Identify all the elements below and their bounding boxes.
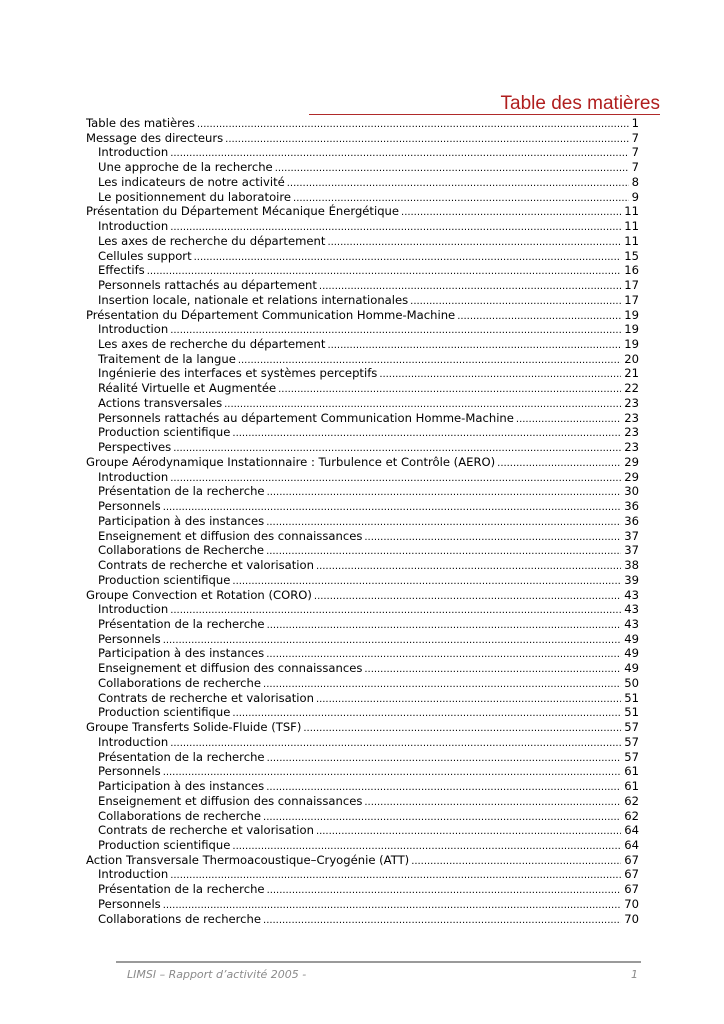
toc-entry-page-number: 57 [624, 734, 639, 749]
toc-entry-title: Enseignement et diffusion des connaissances [98, 793, 363, 808]
toc-entry-page-number: 43 [624, 602, 639, 617]
toc-entry[interactable] [86, 175, 639, 190]
toc-dot-leader [411, 855, 621, 868]
toc-entry-page-number: 49 [624, 646, 639, 661]
toc-entry-title: Introduction [98, 602, 169, 617]
toc-entry-title: Production scientifique [98, 572, 231, 587]
toc-entry[interactable] [86, 779, 639, 794]
toc-dot-leader [163, 634, 622, 647]
toc-entry-title: Réalité Virtuelle et Augmentée [98, 381, 277, 396]
toc-entry-page-number: 20 [624, 351, 639, 366]
toc-dot-leader [170, 737, 621, 750]
toc-entry[interactable] [86, 234, 639, 249]
toc-entry-page-number: 11 [624, 233, 639, 248]
toc-entry-title: Présentation de la recherche [98, 749, 265, 764]
toc-entry-page-number: 23 [624, 410, 639, 425]
toc-entry-title: Les indicateurs de notre activité [98, 174, 285, 189]
toc-dot-leader [173, 442, 621, 455]
toc-dot-leader [266, 516, 621, 529]
toc-entry[interactable] [86, 278, 639, 293]
toc-entry[interactable] [86, 897, 639, 912]
toc-entry[interactable] [86, 646, 639, 661]
footer-page-number: 1 [631, 968, 638, 981]
toc-entry-title: Personnels rattachés au département Communication Homme-Machine [98, 410, 514, 425]
toc-dot-leader [197, 118, 629, 131]
toc-entry-page-number: 61 [624, 779, 639, 794]
toc-entry-title: Introduction [98, 734, 169, 749]
toc-entry[interactable] [86, 145, 639, 160]
toc-entry[interactable] [86, 425, 639, 440]
toc-entry[interactable] [86, 676, 639, 691]
toc-entry-title: Actions transversales [98, 395, 223, 410]
toc-entry[interactable] [86, 322, 639, 337]
toc-dot-leader [163, 899, 622, 912]
toc-entry[interactable] [86, 632, 639, 647]
toc-dot-leader [266, 545, 621, 558]
toc-entry-page-number: 64 [624, 837, 639, 852]
toc-entry-page-number: 11 [624, 219, 639, 234]
toc-entry-page-number: 64 [624, 823, 639, 838]
toc-dot-leader [267, 752, 622, 765]
toc-entry-title: Contrats de recherche et valorisation [98, 823, 314, 838]
toc-entry[interactable] [86, 558, 639, 573]
toc-entry-page-number: 7 [631, 160, 639, 175]
toc-entry-page-number: 50 [624, 675, 639, 690]
toc-entry[interactable] [86, 455, 639, 470]
toc-entry-title: Les axes de recherche du département [98, 337, 326, 352]
toc-dot-leader [278, 383, 621, 396]
toc-entry-page-number: 9 [631, 189, 639, 204]
toc-entry-page-number: 51 [624, 705, 639, 720]
toc-entry-title: Action Transversale Thermoacoustique–Cryogénie (ATT) [86, 852, 410, 867]
toc-entry[interactable] [86, 514, 639, 529]
toc-entry-page-number: 7 [631, 145, 639, 160]
toc-dot-leader [457, 310, 621, 323]
toc-dot-leader [194, 251, 622, 264]
toc-entry[interactable] [86, 617, 639, 632]
toc-dot-leader [516, 413, 621, 426]
toc-dot-leader [263, 914, 621, 927]
toc-entry[interactable] [86, 735, 639, 750]
toc-entry-title: Contrats de recherche et valorisation [98, 690, 314, 705]
page-title: Table des matières [500, 93, 660, 114]
toc-entry-page-number: 49 [624, 661, 639, 676]
toc-entry-title: Traitement de la langue [98, 351, 236, 366]
toc-dot-leader [238, 354, 621, 367]
toc-entry-title: Message des directeurs [86, 130, 224, 145]
toc-entry-page-number: 17 [624, 292, 639, 307]
toc-dot-leader [319, 280, 621, 293]
toc-dot-leader [232, 427, 621, 440]
toc-dot-leader [410, 295, 621, 308]
toc-entry-page-number: 36 [624, 499, 639, 514]
toc-entry[interactable] [86, 661, 639, 676]
toc-entry[interactable] [86, 823, 639, 838]
toc-entry[interactable] [86, 705, 639, 720]
toc-entry-page-number: 67 [624, 852, 639, 867]
toc-entry-page-number: 30 [624, 484, 639, 499]
toc-entry-title: Personnels [98, 764, 161, 779]
toc-entry-title: Enseignement et diffusion des connaissances [98, 661, 363, 676]
toc-entry-page-number: 43 [624, 616, 639, 631]
toc-entry[interactable] [86, 263, 639, 278]
toc-entry[interactable] [86, 499, 639, 514]
toc-entry-page-number: 15 [624, 248, 639, 263]
footer-divider [116, 961, 641, 963]
toc-dot-leader [267, 486, 622, 499]
toc-entry-title: Personnels [98, 896, 161, 911]
toc-entry-page-number: 57 [624, 749, 639, 764]
toc-entry-title: Table des matières [86, 116, 195, 130]
toc-entry-page-number: 67 [624, 882, 639, 897]
toc-dot-leader [293, 192, 629, 205]
toc-entry-page-number: 11 [624, 204, 639, 219]
toc-dot-leader [266, 648, 621, 661]
toc-entry-page-number: 37 [624, 543, 639, 558]
toc-entry[interactable] [86, 204, 639, 219]
toc-entry-title: Groupe Convection et Rotation (CORO) [86, 587, 312, 602]
toc-dot-leader [170, 604, 621, 617]
toc-entry-title: Effectifs [98, 263, 145, 278]
toc-dot-leader [263, 678, 621, 691]
toc-entry-title: Production scientifique [98, 837, 231, 852]
toc-dot-leader [379, 368, 621, 381]
toc-entry[interactable] [86, 190, 639, 205]
toc-dot-leader [303, 722, 621, 735]
toc-entry-title: Une approche de la recherche [98, 160, 273, 175]
toc-entry-title: Groupe Aérodynamique Instationnaire : Turbulence et Contrôle (AERO) [86, 454, 496, 469]
toc-entry-title: Introduction [98, 867, 169, 882]
toc-entry-page-number: 36 [624, 513, 639, 528]
toc-entry-title: Cellules support [98, 248, 192, 263]
toc-entry[interactable] [86, 867, 639, 882]
toc-entry[interactable] [86, 720, 639, 735]
toc-entry-title: Participation à des instances [98, 513, 265, 528]
toc-entry[interactable] [86, 882, 639, 897]
toc-entry-title: Personnels [98, 499, 161, 514]
title-underline [309, 114, 660, 115]
toc-entry-page-number: 1 [631, 116, 639, 130]
toc-entry-page-number: 8 [631, 174, 639, 189]
toc-entry-title: Collaborations de recherche [98, 808, 262, 823]
toc-entry-page-number: 37 [624, 528, 639, 543]
toc-entry[interactable] [86, 838, 639, 853]
table-of-contents [86, 116, 639, 926]
toc-dot-leader [232, 575, 621, 588]
toc-dot-leader [232, 840, 621, 853]
toc-entry[interactable] [86, 381, 639, 396]
toc-dot-leader [170, 147, 628, 160]
toc-dot-leader [170, 221, 621, 234]
toc-dot-leader [225, 133, 628, 146]
toc-entry-title: Collaborations de Recherche [98, 543, 265, 558]
toc-entry[interactable] [86, 750, 639, 765]
toc-entry[interactable] [86, 764, 639, 779]
toc-dot-leader [267, 884, 622, 897]
toc-entry-page-number: 23 [624, 425, 639, 440]
toc-dot-leader [163, 501, 622, 514]
toc-entry-title: Introduction [98, 145, 169, 160]
footer-report-label: LIMSI – Rapport d’activité 2005 - [127, 968, 307, 981]
toc-dot-leader [275, 162, 629, 175]
toc-entry[interactable] [86, 160, 639, 175]
toc-entry[interactable] [86, 352, 639, 367]
toc-entry-title: Les axes de recherche du département [98, 233, 326, 248]
toc-entry-title: Introduction [98, 219, 169, 234]
toc-entry-title: Participation à des instances [98, 646, 265, 661]
toc-dot-leader [232, 707, 621, 720]
toc-entry-page-number: 70 [624, 911, 639, 926]
toc-entry[interactable] [86, 219, 639, 234]
toc-entry[interactable] [86, 691, 639, 706]
toc-entry-title: Présentation de la recherche [98, 616, 265, 631]
toc-entry[interactable] [86, 470, 639, 485]
toc-entry-page-number: 70 [624, 896, 639, 911]
toc-entry[interactable] [86, 809, 639, 824]
toc-entry[interactable] [86, 529, 639, 544]
toc-entry-page-number: 61 [624, 764, 639, 779]
toc-entry-title: Production scientifique [98, 425, 231, 440]
toc-entry-page-number: 62 [624, 793, 639, 808]
toc-entry-title: Insertion locale, nationale et relations internationales [98, 292, 409, 307]
toc-dot-leader [263, 811, 621, 824]
toc-entry-title: Le positionnement du laboratoire [98, 189, 292, 204]
toc-entry-title: Introduction [98, 322, 169, 337]
toc-entry[interactable] [86, 543, 639, 558]
toc-dot-leader [170, 869, 621, 882]
toc-dot-leader [163, 766, 622, 779]
toc-entry[interactable] [86, 588, 639, 603]
toc-entry-page-number: 57 [624, 720, 639, 735]
toc-dot-leader [170, 472, 621, 485]
toc-entry-page-number: 19 [624, 322, 639, 337]
toc-dot-leader [327, 339, 621, 352]
toc-entry-title: Enseignement et diffusion des connaissances [98, 528, 363, 543]
toc-entry-title: Personnels [98, 631, 161, 646]
toc-entry-page-number: 23 [624, 440, 639, 455]
toc-entry[interactable] [86, 293, 639, 308]
toc-entry-title: Introduction [98, 469, 169, 484]
toc-entry-title: Collaborations de recherche [98, 675, 262, 690]
toc-dot-leader [497, 457, 621, 470]
toc-dot-leader [316, 825, 621, 838]
toc-dot-leader [401, 206, 621, 219]
toc-dot-leader [364, 531, 621, 544]
toc-entry-page-number: 43 [624, 587, 639, 602]
toc-entry[interactable] [86, 366, 639, 381]
toc-entry-title: Personnels rattachés au département [98, 278, 317, 293]
toc-entry-page-number: 67 [624, 867, 639, 882]
toc-entry-page-number: 29 [624, 469, 639, 484]
toc-entry-title: Collaborations de recherche [98, 911, 262, 926]
toc-entry-title: Contrats de recherche et valorisation [98, 558, 314, 573]
toc-entry-page-number: 7 [631, 130, 639, 145]
toc-entry[interactable] [86, 794, 639, 809]
toc-entry-page-number: 29 [624, 454, 639, 469]
toc-entry[interactable] [86, 573, 639, 588]
toc-dot-leader [287, 177, 629, 190]
toc-entry[interactable] [86, 249, 639, 264]
toc-entry-page-number: 38 [624, 558, 639, 573]
toc-dot-leader [267, 619, 622, 632]
toc-dot-leader [147, 265, 622, 278]
toc-entry-title: Présentation de la recherche [98, 484, 265, 499]
toc-entry-page-number: 39 [624, 572, 639, 587]
toc-entry[interactable] [86, 131, 639, 146]
toc-entry[interactable] [86, 440, 639, 455]
toc-entry[interactable] [86, 411, 639, 426]
toc-entry-page-number: 21 [624, 366, 639, 381]
toc-entry-page-number: 19 [624, 307, 639, 322]
toc-entry[interactable] [86, 308, 639, 323]
toc-entry-title: Présentation du Département Communication Homme-Machine [86, 307, 456, 322]
toc-entry[interactable] [86, 602, 639, 617]
toc-entry-page-number: 23 [624, 395, 639, 410]
toc-entry[interactable] [86, 912, 639, 927]
toc-dot-leader [266, 781, 621, 794]
toc-dot-leader [314, 590, 621, 603]
toc-entry-page-number: 16 [624, 263, 639, 278]
toc-entry[interactable] [86, 853, 639, 868]
toc-dot-leader [316, 693, 621, 706]
toc-dot-leader [327, 236, 621, 249]
toc-entry-page-number: 17 [624, 278, 639, 293]
toc-dot-leader [224, 398, 621, 411]
toc-entry[interactable] [86, 396, 639, 411]
toc-dot-leader [316, 560, 621, 573]
toc-dot-leader [170, 324, 621, 337]
toc-entry-page-number: 62 [624, 808, 639, 823]
toc-entry-title: Présentation du Département Mécanique Énergétique [86, 204, 400, 219]
toc-entry-page-number: 22 [624, 381, 639, 396]
toc-entry[interactable] [86, 337, 639, 352]
toc-entry-page-number: 19 [624, 337, 639, 352]
toc-entry[interactable] [86, 116, 639, 131]
toc-entry-title: Production scientifique [98, 705, 231, 720]
toc-entry-title: Présentation de la recherche [98, 882, 265, 897]
toc-entry-page-number: 49 [624, 631, 639, 646]
toc-entry-title: Perspectives [98, 440, 172, 455]
toc-entry-title: Participation à des instances [98, 779, 265, 794]
toc-entry-title: Ingénierie des interfaces et systèmes perceptifs [98, 366, 378, 381]
toc-dot-leader [364, 663, 621, 676]
toc-dot-leader [364, 796, 621, 809]
toc-entry-page-number: 51 [624, 690, 639, 705]
toc-entry-title: Groupe Transferts Solide-Fluide (TSF) [86, 720, 302, 735]
toc-entry[interactable] [86, 484, 639, 499]
